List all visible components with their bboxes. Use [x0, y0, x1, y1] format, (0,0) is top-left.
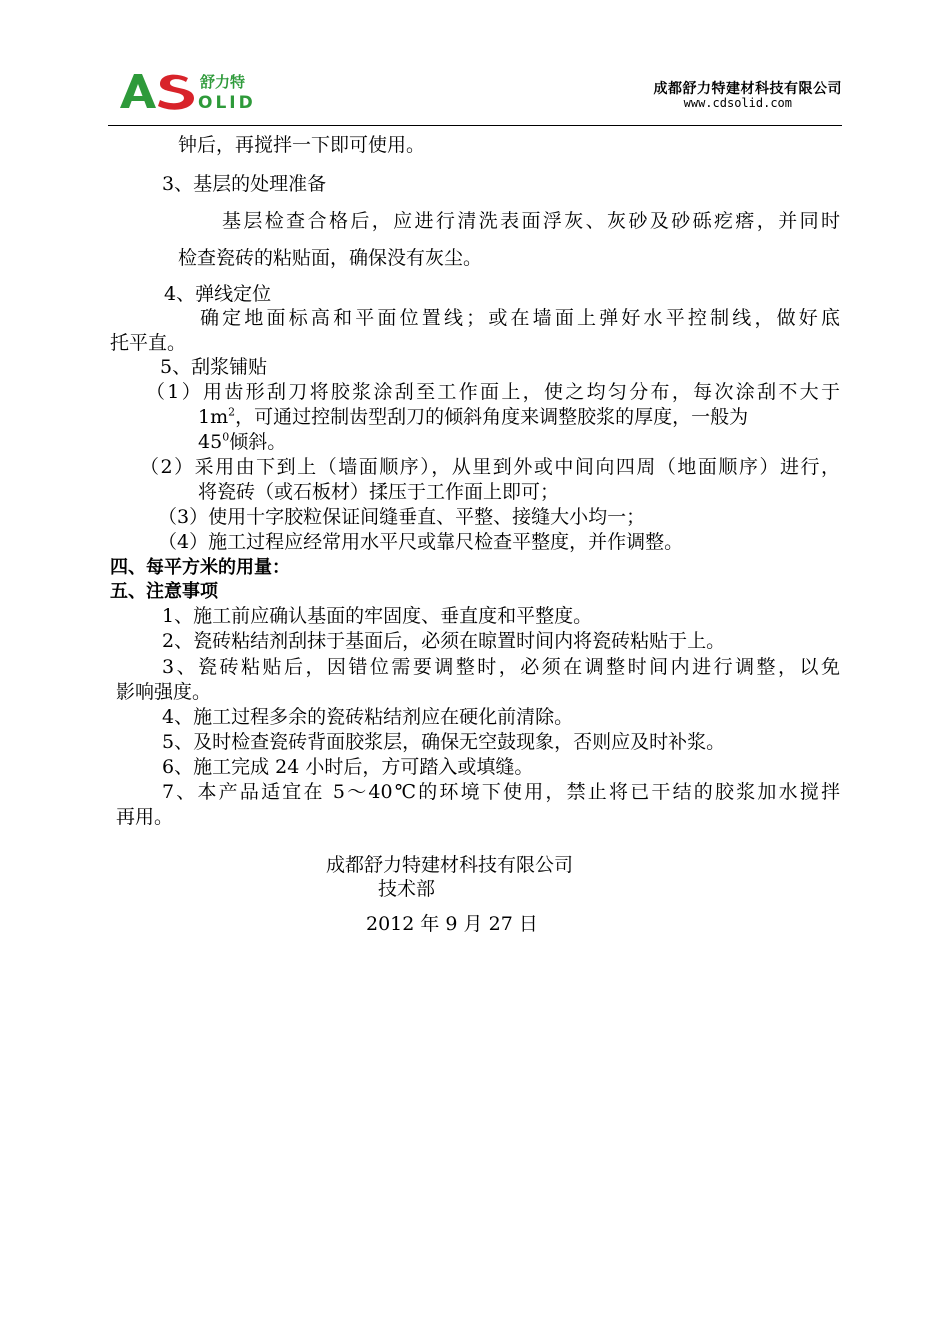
text-line — [198, 430, 286, 454]
section-heading: 4、弹线定位 — [164, 283, 272, 305]
text-line: 7、本产品适宜在 5～40℃的环境下使用，禁止将已干结的胶浆加水搅拌 — [162, 781, 840, 803]
svg-text:OLID: OLID — [198, 93, 256, 112]
signature-company: 成都舒力特建材科技有限公司 — [326, 854, 574, 876]
superscript: 2 — [228, 405, 236, 419]
header-company-name: 成都舒力特建材科技有限公司 — [653, 81, 842, 97]
signature-date: 2012 年 9 月 27 日 — [366, 913, 538, 935]
text-line: 确定地面标高和平面位置线；或在墙面上弹好水平控制线，做好底 — [200, 307, 840, 329]
text-line — [198, 405, 840, 429]
svg-text:舒力特: 舒力特 — [200, 73, 246, 91]
text-line: 4、施工过程多余的瓷砖粘结剂应在硬化前清除。 — [162, 706, 574, 728]
text-line: （4）施工过程应经常用水平尺或靠尺检查平整度，并作调整。 — [158, 531, 684, 553]
text-line: 将瓷砖（或石板材）揉压于工作面上即可； — [198, 481, 560, 503]
text-line: 钟后，再搅拌一下即可使用。 — [178, 134, 426, 156]
text-line: （2）采用由下到上（墙面顺序），从里到外或中间向四周（地面顺序）进行， — [140, 456, 840, 478]
text-line: 5、及时检查瓷砖背面胶浆层，确保无空鼓现象，否则应及时补浆。 — [162, 731, 726, 753]
superscript: 0 — [222, 430, 230, 444]
text-line: 3、瓷砖粘贴后，因错位需要调整时，必须在调整时间内进行调整，以免 — [162, 656, 840, 678]
section-heading: 四、每平方米的用量： — [110, 557, 290, 578]
text-line: 再用。 — [116, 806, 174, 828]
text-line: 2、瓷砖粘结剂刮抹于基面后，必须在晾置时间内将瓷砖粘贴于上。 — [162, 630, 726, 652]
signature-department: 技术部 — [378, 878, 436, 900]
section-heading: 5、刮浆铺贴 — [160, 356, 268, 378]
header-website: www.cdsolid.com — [683, 96, 792, 110]
page-header — [108, 60, 842, 126]
header-rule — [108, 125, 842, 126]
text-line: 检查瓷砖的粘贴面，确保没有灰尘。 — [178, 247, 483, 269]
text-fragment: 1m — [198, 406, 229, 428]
text-fragment: 倾斜。 — [229, 431, 287, 453]
text-line: （3）使用十字胶粒保证间缝垂直、平整、接缝大小均一； — [158, 506, 646, 528]
text-line: 托平直。 — [110, 332, 187, 354]
text-line: 6、施工完成 24 小时后，方可踏入或填缝。 — [162, 756, 534, 778]
text-fragment: 45 — [198, 431, 223, 453]
text-line: （1）用齿形刮刀将胶浆涂刮至工作面上，使之均匀分布，每次涂刮不大于 — [146, 381, 840, 403]
text-fragment: ，可通过控制齿型刮刀的倾斜角度来调整胶浆的厚度，一般为 — [235, 406, 749, 428]
company-logo — [116, 68, 326, 112]
text-line: 基层检查合格后，应进行清洗表面浮灰、灰砂及砂砾疙瘩，并同时 — [222, 210, 840, 232]
text-line: 影响强度。 — [116, 681, 212, 703]
section-heading: 3、基层的处理准备 — [162, 173, 327, 195]
section-heading: 五、注意事项 — [110, 581, 218, 602]
text-line: 1、施工前应确认基面的牢固度、垂直度和平整度。 — [162, 605, 593, 627]
